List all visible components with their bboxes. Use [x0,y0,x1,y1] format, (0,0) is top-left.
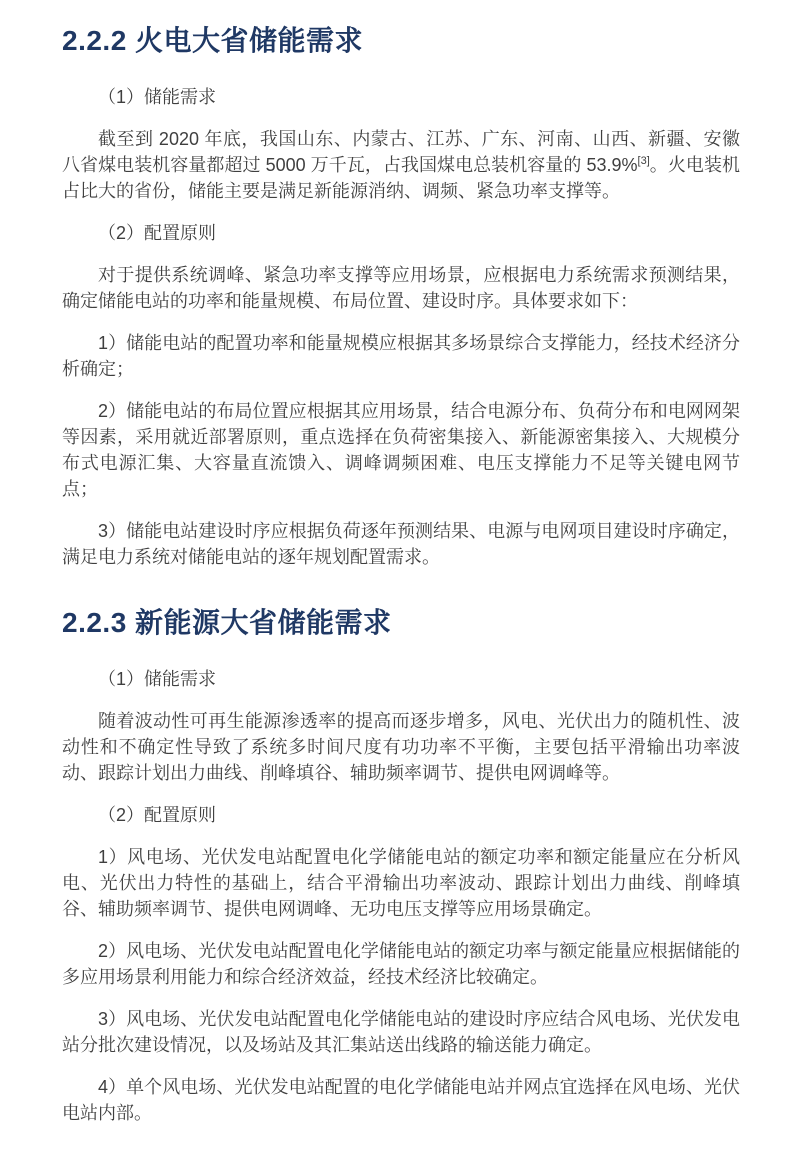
section-heading-2-2-3: 2.2.3 新能源大省储能需求 [62,607,392,638]
paragraph-config-intro: 对于提供系统调峰、紧急功率支撑等应用场景，应根据电力系统需求预测结果，确定储能电站的功率和能量规模、布局位置、建设时序。具体要求如下： [62,265,740,311]
paragraph-item-1: 1）储能电站的配置功率和能量规模应根据其多场景综合支撑能力，经技术经济分析确定； [62,333,740,379]
subsection-label-config-principle-2: （2）配置原则 [98,805,217,825]
paragraph-renewable-intro: 随着波动性可再生能源渗透率的提高而逐步增多，风电、光伏出力的随机性、波动性和不确定性导致了系统多时间尺度有功功率不平衡，主要包括平滑输出功率波动、跟踪计划出力曲线、削峰填谷、辅助频率调节、提供电网调峰等。 [62,711,740,783]
paragraph-coal-capacity [62,126,740,204]
paragraph-text-before-footnote: 截至到 2020 年底，我国山东、内蒙古、江苏、广东、河南、山西、新疆、安徽八省煤电装机容量都超过 5000 万千瓦，占我国煤电总装机容量的 53.9% [62,129,740,175]
paragraph-item-3-renewable: 3）风电场、光伏发电站配置电化学储能电站的建设时序应结合风电场、光伏发电站分批次建设情况，以及场站及其汇集站送出线路的输送能力确定。 [62,1009,740,1055]
paragraph-item-2-renewable: 2）风电场、光伏发电站配置电化学储能电站的额定功率与额定能量应根据储能的多应用场景利用能力和综合经济效益，经技术经济比较确定。 [62,941,740,987]
section-heading-2-2-2: 2.2.2 火电大省储能需求 [62,25,364,56]
paragraph-item-1-renewable: 1）风电场、光伏发电站配置电化学储能电站的额定功率和额定能量应在分析风电、光伏出力特性的基础上，结合平滑输出功率波动、跟踪计划出力曲线、削峰填谷、辅助频率调节、提供电网调峰、无功电压支撑等应用场景确定。 [62,847,740,919]
paragraph-item-4-renewable: 4）单个风电场、光伏发电站配置的电化学储能电站并网点宜选择在风电场、光伏电站内部。 [62,1077,740,1123]
paragraph-item-3: 3）储能电站建设时序应根据负荷逐年预测结果、电源与电网项目建设时序确定，满足电力系统对储能电站的逐年规划配置需求。 [62,521,740,567]
subsection-label-config-principle: （2）配置原则 [98,223,217,243]
subsection-label-storage-demand-2: （1）储能需求 [98,669,217,689]
footnote-ref-3: [3] [637,155,650,167]
paragraph-item-2: 2）储能电站的布局位置应根据其应用场景，结合电源分布、负荷分布和电网网架等因素，采用就近部署原则，重点选择在负荷密集接入、新能源密集接入、大规模分布式电源汇集、大容量直流馈入、调峰调频困难、电压支撑能力不足等关键电网节点； [62,401,740,499]
paragraph-text-after-footnote: 。火电装机占比大的省份，储能主要是满足新能源消纳、调频、紧急功率支撑等。 [62,155,740,201]
subsection-label-storage-demand: （1）储能需求 [98,87,217,107]
